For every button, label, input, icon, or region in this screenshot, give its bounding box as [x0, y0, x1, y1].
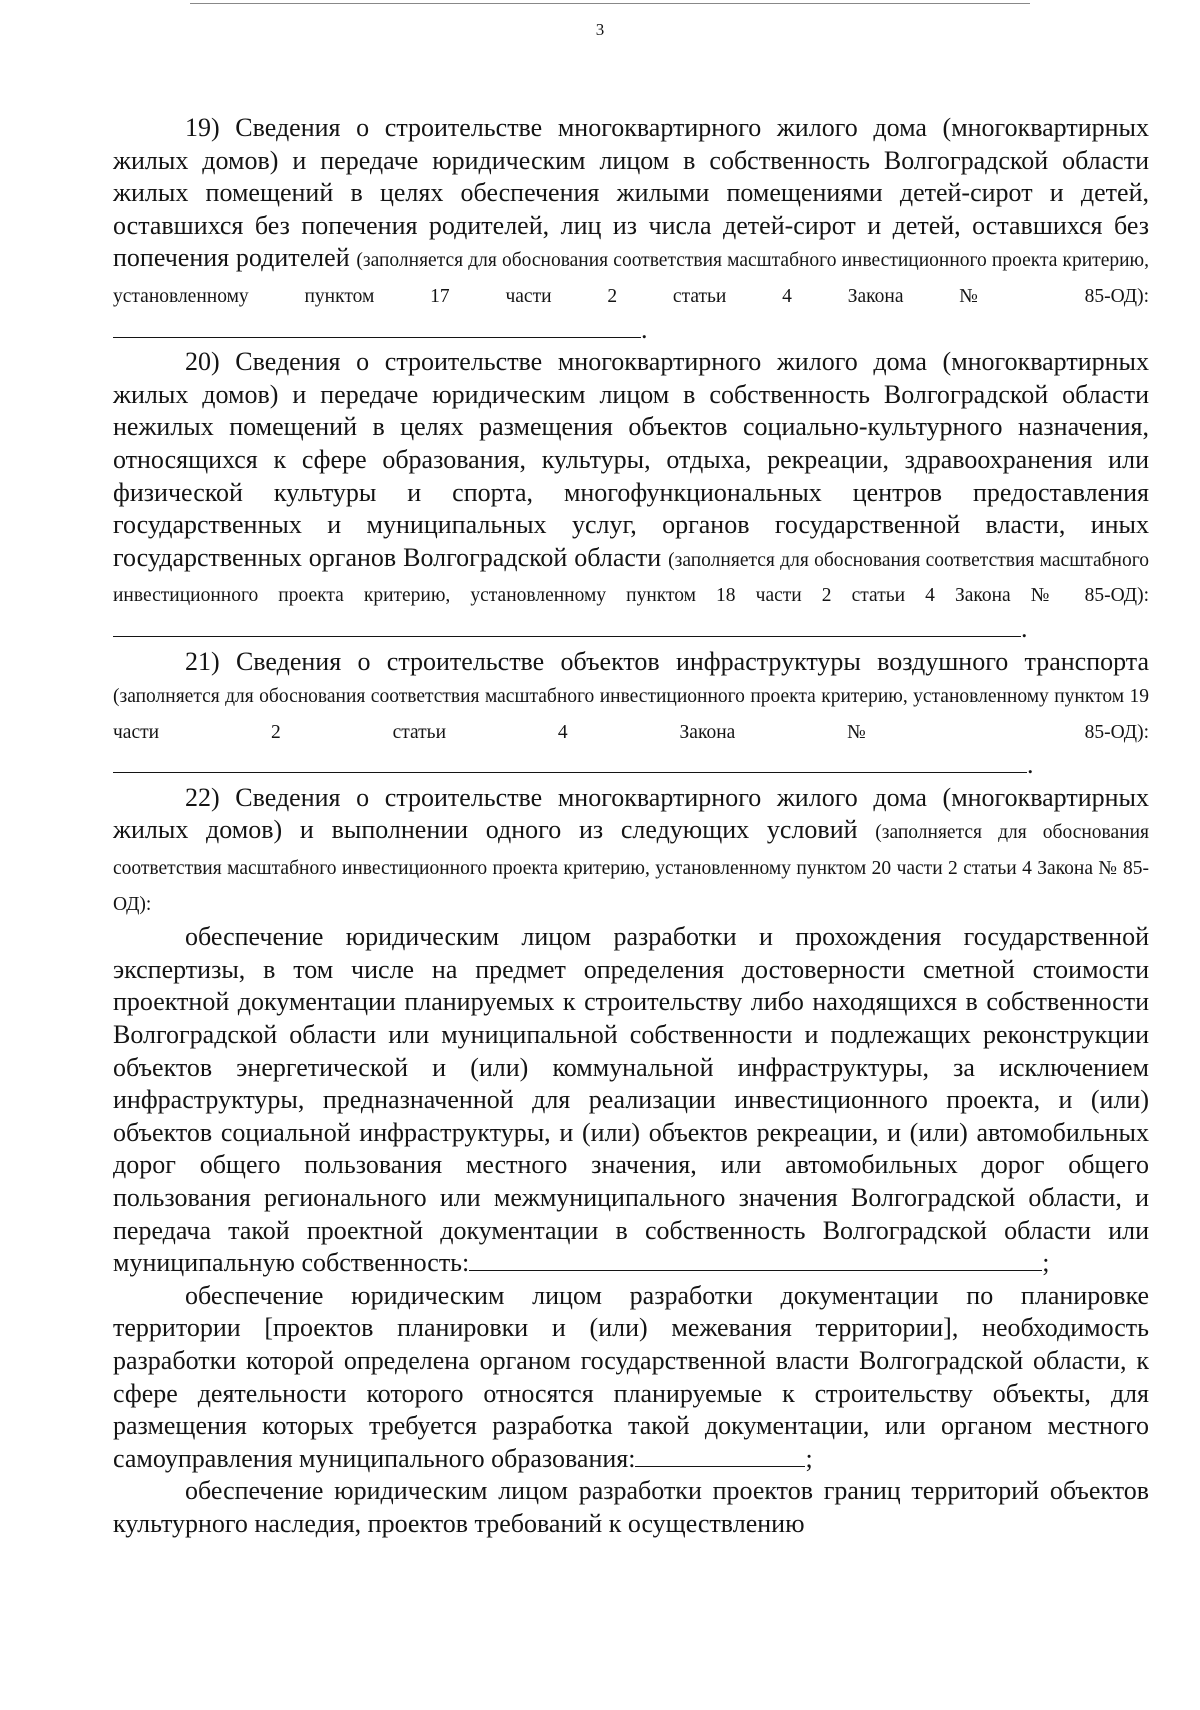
- item-19-blank-field[interactable]: [113, 317, 641, 338]
- condition-b-end: ;: [805, 1443, 813, 1473]
- condition-b-blank-field[interactable]: [635, 1446, 805, 1467]
- item-20-note: (заполняется для обоснования соответствия масштабного инвестиционного проекта критерию, установленному пунктом 18 части 2 статьи 4 Закона № 85-ОД):: [113, 549, 1149, 607]
- item-21-paragraph: [113, 646, 1149, 782]
- item-21-end: .: [1027, 750, 1034, 780]
- item-21-text: 21) Сведения о строительстве объектов инфраструктуры воздушного транспорта: [185, 646, 1149, 676]
- item-21-blank-field[interactable]: [113, 752, 1027, 773]
- condition-a-paragraph: [113, 921, 1149, 1280]
- item-19-text: 19) Сведения о строительстве многоквартирного жилого дома (многоквартирных жилых домов) и передаче юридическим лицом в собственность Волгоградской области жилых помещений в целях обеспечения жилыми помещениями детей-сирот и детей, оставшихся без попечения родителей, лиц из числа детей-сирот и детей, оставшихся без попечения родителей: [113, 113, 1149, 273]
- item-22-text: 22) Сведения о строительстве многоквартирного жилого дома (многоквартирных жилых домов) и выполнении одного из следующих условий: [113, 782, 1149, 845]
- page-number: 3: [595, 20, 605, 39]
- item-19-paragraph: [113, 112, 1149, 346]
- item-19-note: (заполняется для обоснования соответствия масштабного инвестиционного проекта критерию, установленному пунктом 17 части 2 статьи 4 Закона № 85-ОД):: [113, 250, 1149, 307]
- condition-c-text: обеспечение юридическим лицом разработки проектов границ территорий объектов культурного наследия, проектов требований к осуществлению: [113, 1476, 1149, 1538]
- item-22-note: (заполняется для обоснования соответствия масштабного инвестиционного проекта критерию, установленному пунктом 20 части 2 статьи 4 Закона № 85-ОД):: [113, 822, 1150, 915]
- document-body: [113, 112, 1149, 1541]
- condition-a-text: обеспечение юридическим лицом разработки и прохождения государственной экспертизы, в том числе на предмет определения достоверности сметной стоимости проектной документации планируемых к строительству либо находящихся в собственности Волгоградской области или муниципальной собственности и подлежащих реконструкции объектов энергетической и (или) коммунальной инфраструктуры, за исключением инфраструктуры, предназначенной для реализации инвестиционного проекта, и (или) объектов социальной инфраструктуры, и (или) объектов рекреации, и (или) автомобильных дорог общего пользования местного значения, или автомобильных дорог общего пользования регионального или межмуниципального значения Волгоградской области, и передача такой проектной документации в собственность Волгоградской области или муниципальную собственность:: [113, 922, 1149, 1278]
- item-20-blank-field[interactable]: [113, 616, 1021, 637]
- condition-c-paragraph: [113, 1475, 1149, 1540]
- item-20-paragraph: [113, 346, 1149, 645]
- condition-a-end: ;: [1042, 1248, 1050, 1278]
- condition-a-blank-field[interactable]: [469, 1250, 1042, 1271]
- item-20-text: 20) Сведения о строительстве многоквартирного жилого дома (многоквартирных жилых домов) и передаче юридическим лицом в собственность Волгоградской области нежилых помещений в целях размещения объектов социально-культурного назначения, относящихся к сфере образования, культуры, отдыха, рекреации, здравоохранения или физической культуры и спорта, многофункциональных центров предоставления государственных и муниципальных услуг, органов государственной власти, иных государственных органов Волгоградской области: [113, 347, 1149, 572]
- item-22-paragraph: [113, 782, 1149, 921]
- top-border-line: [190, 3, 1030, 4]
- item-19-end: .: [641, 314, 648, 344]
- item-20-end: .: [1021, 613, 1028, 643]
- condition-b-text: обеспечение юридическим лицом разработки документации по планировке территории [проектов планировки и (или) межевания территории], необходимость разработки которой определена органом государственной власти Волгоградской области, к сфере деятельности которого относятся планируемые к строительству объекты, для размещения которых требуется разработка такой документации, или органом местного самоуправления муниципального образования:: [113, 1280, 1149, 1473]
- item-21-note: (заполняется для обоснования соответствия масштабного инвестиционного проекта критерию, установленному пунктом 19 части 2 статьи 4 Закона № 85-ОД):: [113, 686, 1149, 743]
- condition-b-paragraph: [113, 1280, 1149, 1476]
